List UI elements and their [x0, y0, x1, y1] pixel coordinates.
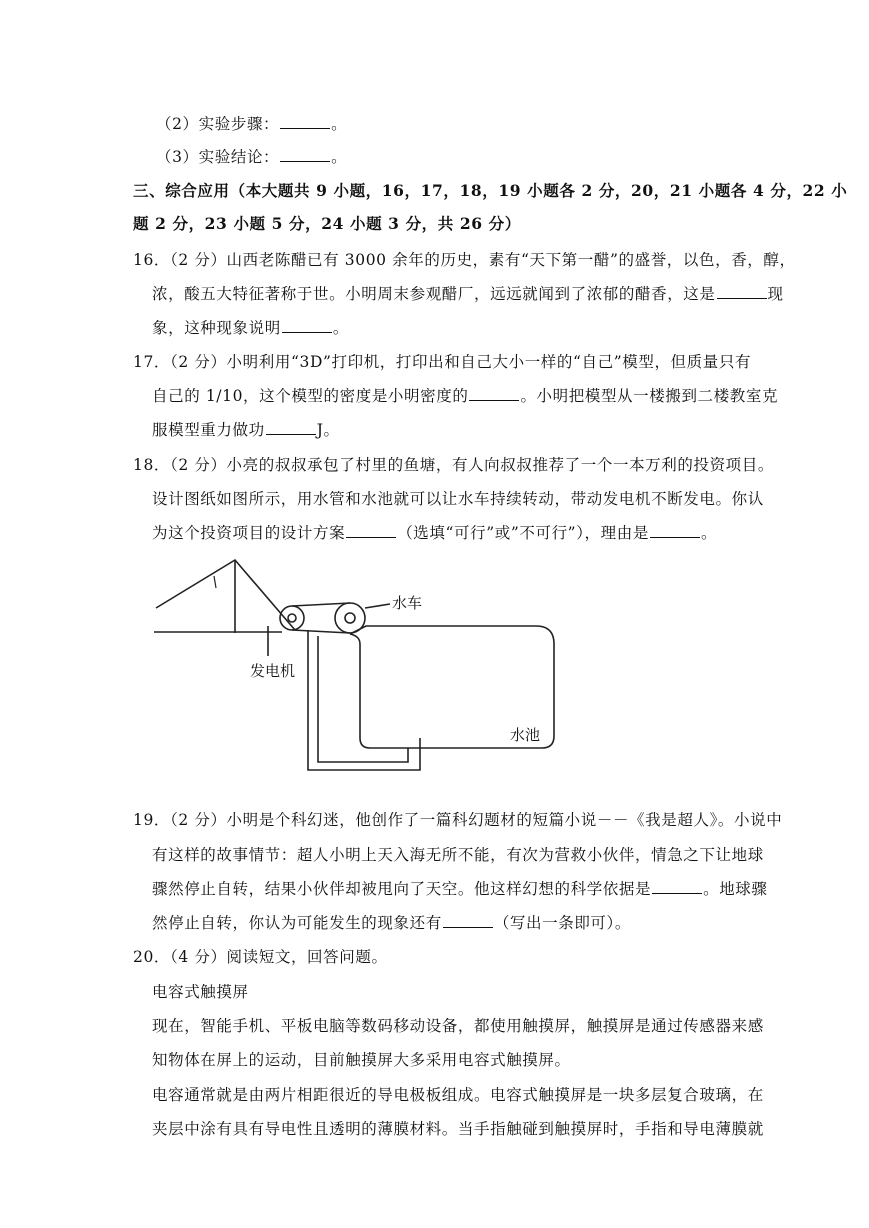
q18-blank1[interactable]	[346, 523, 396, 538]
frame-roof	[156, 560, 295, 630]
q17-blank1[interactable]	[469, 386, 519, 401]
q17-line3: 服模型重力做功 J。	[152, 421, 340, 439]
waterwheel-diagram	[150, 548, 570, 780]
q18-line3: 为这个投资项目的设计方案 （选填“可行”或”不可行”），理由是 。	[152, 524, 718, 542]
q19-blank2[interactable]	[443, 913, 493, 928]
steps-blank[interactable]	[280, 114, 330, 129]
q18-line2: 设计图纸如图所示，用水管和水池就可以让水车持续转动，带动发电机不断发电。你认	[152, 490, 764, 508]
q17-blank2[interactable]	[266, 420, 316, 435]
q19-line4: 然停止自转，你认为可能发生的现象还有 （写出一条即可）。	[152, 914, 631, 932]
q19-blank1[interactable]	[652, 879, 702, 894]
q16-line1: 16．（2 分）山西老陈醋已有 3000 余年的历史，素有“天下第一醋”的盛誉，以色，香，醇，	[133, 251, 796, 269]
conclusion-blank[interactable]	[280, 147, 330, 162]
q17-line2: 自己的 1/10，这个模型的密度是小明密度的 。小明把模型从一楼搬到二楼教室克	[152, 387, 779, 405]
passage-p1-line1: 现在，智能手机、平板电脑等数码移动设备，都使用触摸屏，触摸屏是通过传感器来感	[152, 1017, 764, 1035]
exp-steps-line: （2）实验步骤： 。	[156, 115, 348, 133]
pool-label: 水池	[510, 726, 541, 744]
q18-blank2[interactable]	[650, 523, 700, 538]
pipe-inner	[318, 636, 408, 762]
pipe-outer	[308, 630, 420, 770]
passage-p2-line1: 电容通常就是由两片相距很近的导电极板组成。电容式触摸屏是一块多层复合玻璃，在	[152, 1086, 764, 1104]
q17-line1: 17．（2 分）小明利用“3D”打印机，打印出和自己大小一样的“自己”模型，但质量只有	[133, 353, 752, 371]
waterwheel-diagram-svg	[150, 548, 570, 780]
exp-conclusion-line: （3）实验结论： 。	[156, 148, 348, 166]
generator-label: 发电机	[250, 662, 296, 680]
conclusion-label: （3）实验结论：	[156, 148, 280, 166]
section-heading: 三、综合应用（本大题共 9 小题，16，17，18，19 小题各 2 分，20，21 小题各 4 分，22 小	[133, 181, 848, 200]
q16-blank1[interactable]	[717, 284, 767, 299]
q16-line3: 象，这种现象说明 。	[152, 319, 349, 337]
q16-blank2[interactable]	[282, 318, 332, 333]
passage-title: 电容式触摸屏	[152, 983, 249, 1001]
passage-p2-line2: 夹层中涂有具有导电性且透明的薄膜材料。当手指触碰到触摸屏时，手指和导电薄膜就	[152, 1120, 764, 1138]
q20-line1: 20．（4 分）阅读短文，回答问题。	[133, 948, 388, 966]
section-heading-cont: 题 2 分，23 小题 5 分，24 小题 3 分，共 26 分）	[133, 214, 521, 233]
waterwheel-label: 水车	[392, 594, 423, 612]
steps-label: （2）实验步骤：	[156, 115, 280, 133]
passage-p1-line2: 知物体在屏上的运动，目前触摸屏大多采用电容式触摸屏。	[152, 1051, 571, 1069]
q19-line1: 19．（2 分）小明是个科幻迷，他创作了一篇科幻题材的短篇小说－－《我是超人》。小说中	[133, 811, 783, 829]
q19-line2: 有这样的故事情节：超人小明上天入海无所不能，有次为营救小伙伴，情急之下让地球	[152, 846, 764, 864]
q19-line3: 骤然停止自转，结果小伙伴却被甩向了天空。他这样幻想的科学依据是 。地球骤	[152, 880, 768, 898]
q18-line1: 18．（2 分）小亮的叔叔承包了村里的鱼塘，有人向叔叔推荐了一个一本万利的投资项目。	[133, 456, 774, 474]
q16-line2: 浓，酸五大特征著称于世。小明周末参观醋厂，远远就闻到了浓郁的醋香，这是 现	[152, 285, 784, 303]
